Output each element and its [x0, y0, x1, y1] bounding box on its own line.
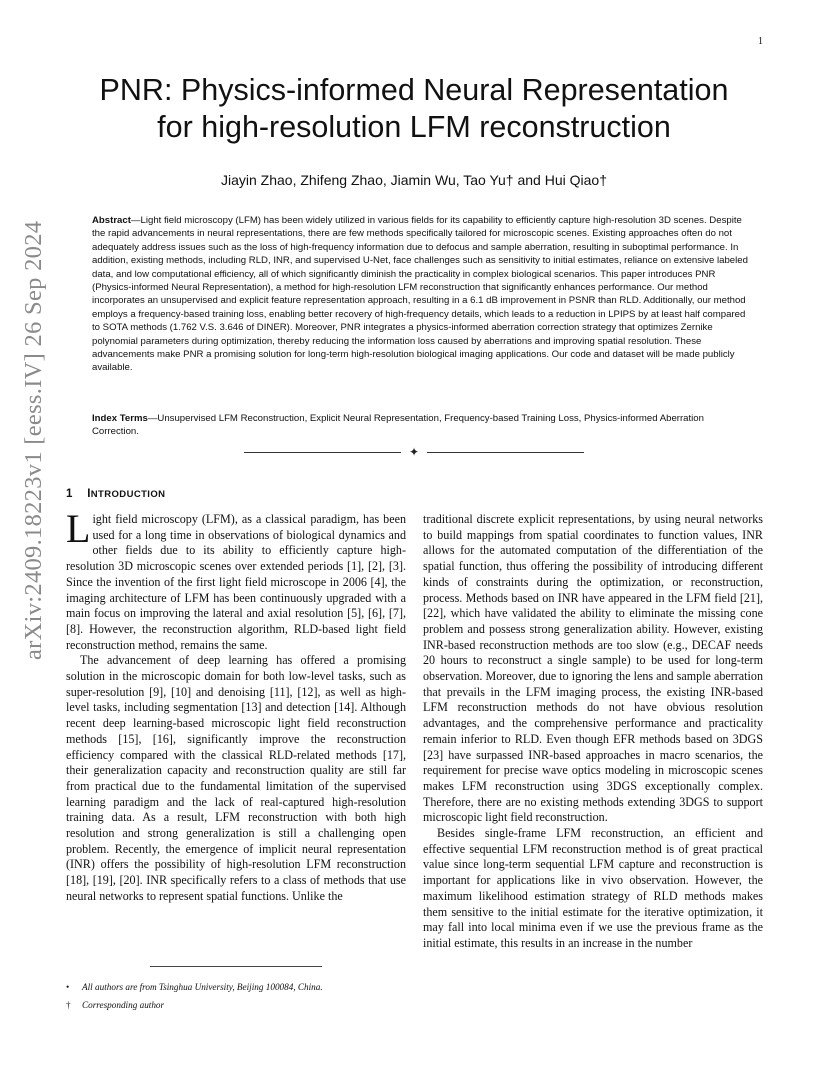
right-column — [423, 512, 763, 952]
abstract-label: Abstract — [92, 215, 131, 226]
author-list: Jiayin Zhao, Zhifeng Zhao, Jiamin Wu, Tao Yu† and Hui Qiao† — [220, 172, 607, 188]
title-line-2: for high-resolution LFM reconstruction — [157, 110, 671, 144]
paragraph-2: The advancement of deep learning has offered a promising solution in the microscopic domain for both low-level tasks, such as super-resolution [9], [10] and denoising [11], [12], as well as high-level tasks, including segmentation [13] and detection [14]. Although recent deep learning-based microscopic light field reconstruction methods [15], [16], significantly improve the reconstruction efficiency compared with the classical RLD-related methods [17], their generalization capacity and reconstruction quality are still far from practical due to the fundamental limitation of the supervised learning paradigm and the lack of real-captured high-resolution training data. As a result, LFM reconstruction with both high resolution and strong generalization is still a challenging open problem. Recently, the emergence of implicit neural representation (INR) offers the possibility of high-resolution LFM reconstruction [18], [19], [20]. INR specifically refers to a class of methods that use neural networks to represent spatial functions. Unlike the — [66, 653, 406, 903]
title-line-1: PNR: Physics-informed Neural Representation — [99, 73, 729, 107]
paragraph-4: Besides single-frame LFM reconstruction, an efficient and effective sequential LFM reconstruction method is of great practical value since long-term sequential LFM capture and reconstruction is important for applications like in vivo observation. However, the maximum likelihood estimation strategy of RLD methods makes them sensitive to the initial estimate for the iterative optimization, it may fall into local minima even if we use the previous frame as the initial estimate, this results in an increase in the number — [423, 826, 763, 950]
divider-line-left — [244, 452, 401, 453]
arxiv-stamp[interactable]: arXiv:2409.18223v1 [eess.IV] 26 Sep 2024 — [20, 220, 47, 660]
section-divider — [244, 445, 584, 459]
divider-diamond-icon: ✦ — [408, 445, 420, 459]
section-initial: I — [87, 488, 91, 500]
section-heading — [66, 488, 165, 500]
footnote-affiliation — [66, 978, 406, 996]
corresponding-text: Corresponding author — [82, 1000, 165, 1010]
left-column — [66, 506, 406, 905]
footnote-rule — [150, 966, 322, 967]
bullet-icon: • — [66, 982, 70, 992]
divider-line-right — [427, 452, 584, 453]
abstract-text: —Light field microscopy (LFM) has been widely utilized in various fields for its capability to efficiently capture high-resolution 3D scenes. Despite the rapid advancements in neural representations, there are few methods specifically tailored for microscopic scenes. Existing approaches often do not adequately address issues such as the loss of high-frequency information due to defocus and sample aberration, resulting in suboptimal performance. In addition, existing methods, including RLD, INR, and supervised U-Net, face challenges such as sensitivity to initial estimates, reliance on extensive labeled data, and low computational efficiency, all of which significantly diminish the practicality in complex biological scenarios. This paper introduces PNR (Physics-informed Neural Representation), a method for high-resolution LFM reconstruction that significantly enhances performance. Our method incorporates an unsupervised and explicit feature representation approach, resulting in a 6.1 dB improvement in PSNR than RLD. Additionally, our method employs a frequency-based training loss, enabling better recovery of high-frequency details, which leads to a reduction in LPIPS by at least half compared to SOTA methods (1.762 V.S. 3.646 of DINER). Moreover, PNR integrates a physics-informed aberration correction strategy that optimizes Zernike polynomial parameters during optimization, thereby reducing the information loss caused by aberrations and improving spatial resolution. These advancements make PNR a promising solution for long-term high-resolution biological imaging applications. Our code and dataset will be made publicly available. — [92, 215, 748, 374]
drop-cap: L — [66, 506, 91, 551]
affiliation-text: All authors are from Tsinghua University, Beijing 100084, China. — [82, 982, 323, 992]
paragraph-1 — [66, 506, 406, 653]
index-terms-label: Index Terms — [92, 413, 148, 424]
index-terms-text: —Unsupervised LFM Reconstruction, Explicit Neural Representation, Frequency-based Training Loss, Physics-informed Aberration Correction. — [92, 413, 704, 438]
paper-title — [60, 72, 768, 146]
section-number: 1 — [66, 488, 73, 500]
paragraph-1-text: ight field microscopy (LFM), as a classical paradigm, has been used for a long time in observations of biological dynamics and other fields due to its ability to efficiently capture high-resolution 3D microscopic scenes over extended periods [1], [2], [3]. Since the invention of the first light field microscope in 2006 [4], the imaging architecture of LFM has been continuously upgraded with a main focus on improving the lateral and axial resolution [5], [6], [7], [8]. However, the reconstruction algorithm, RLD-based light field reconstruction method, remains the same. — [66, 512, 406, 652]
abstract — [92, 214, 748, 375]
paragraph-3: traditional discrete explicit representations, by using neural networks to build mappings from spatial coordinates to function values, INR allows for the automated computation of the differentiation of the spatial function, thus offering the possibility of introducing different kinds of constraints during the optimization, or reconstruction, process. Methods based on INR have appeared in the LFM field [21], [22], which have validated the ability to eliminate the missing cone problem and possess strong generalization ability. However, existing INR-based reconstruction methods are too slow (e.g., DECAF needs 20 hours to reconstruct a single sample) to be used for long-term observation. Moreover, due to ignoring the lens and sample aberration that prevails in the LFM imaging process, the existing INR-based LFM reconstruction methods do not have obvious resolution advantages, and the comprehensive performance and practicality remain inferior to RLD. Even though EFR methods based on 3DGS [23] have surpassed INR-based approaches in macro scenarios, the requirement for precise wave optics modeling in microscopic scenes makes LFM reconstruction using 3DGS exceptionally complex. Therefore, there are no existing methods extending 3DGS to support microscopic light field reconstruction. — [423, 512, 763, 825]
index-terms — [92, 412, 748, 439]
page-number: 1 — [758, 36, 763, 47]
section-title-rest: NTRODUCTION — [90, 489, 166, 500]
footnote-corresponding — [66, 996, 406, 1014]
dagger-icon: † — [66, 1000, 71, 1010]
footnotes — [66, 978, 406, 1014]
